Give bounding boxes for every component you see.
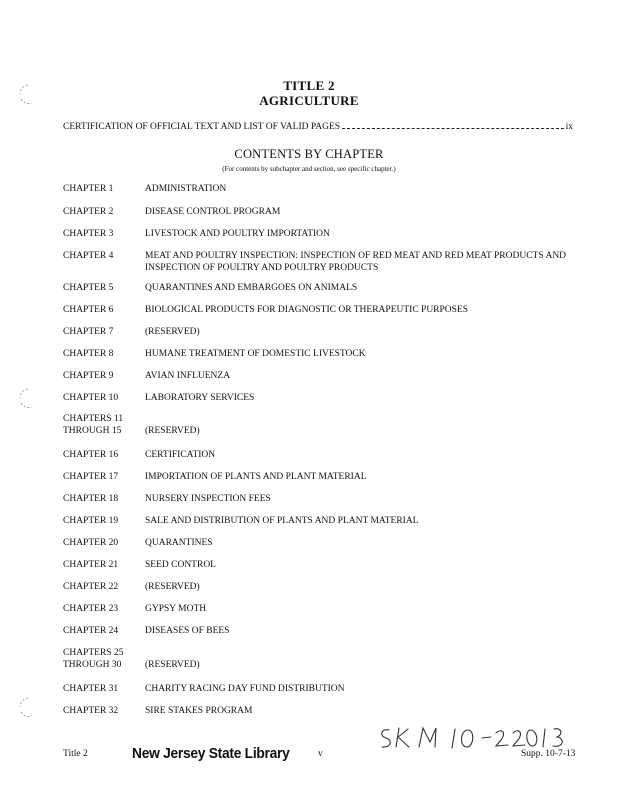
chapter-title: MEAT AND POULTRY INSPECTION: INSPECTION OF RED MEAT AND RED MEAT PRODUCTS AND INSPECTION OF POULTRY AND POULTRY PRODUCTS bbox=[145, 251, 567, 273]
chapter-number: CHAPTER 10 bbox=[63, 393, 119, 403]
chapter-title: DISEASE CONTROL PROGRAM bbox=[145, 207, 281, 217]
chapter-title: LABORATORY SERVICES bbox=[145, 393, 255, 403]
title-block bbox=[0, 78, 618, 108]
chapter-title: QUARANTINES bbox=[145, 538, 213, 548]
chapter-title: BIOLOGICAL PRODUCTS FOR DIAGNOSTIC OR THERAPEUTIC PURPOSES bbox=[145, 305, 469, 315]
certification-page: ix bbox=[565, 122, 573, 132]
dotted-leader bbox=[342, 128, 564, 129]
page-number: v bbox=[318, 749, 323, 759]
chapter-number: CHAPTER 22 bbox=[63, 582, 119, 592]
punch-hole-mark-icon bbox=[14, 695, 40, 719]
chapter-number: CHAPTER 23 bbox=[63, 604, 119, 614]
supplement-date: Supp. 10-7-13 bbox=[521, 749, 576, 759]
chapter-number: CHAPTER 5 bbox=[63, 283, 114, 293]
chapter-number: CHAPTER 9 bbox=[63, 371, 114, 381]
chapter-title: ADMINISTRATION bbox=[145, 184, 227, 194]
chapter-number: CHAPTER 20 bbox=[63, 538, 119, 548]
chapter-number: CHAPTER 21 bbox=[63, 560, 119, 570]
chapter-number: CHAPTER 17 bbox=[63, 472, 119, 482]
chapter-title: HUMANE TREATMENT OF DOMESTIC LIVESTOCK bbox=[145, 349, 366, 359]
certification-label: CERTIFICATION OF OFFICIAL TEXT AND LIST OF VALID PAGES bbox=[63, 122, 341, 132]
chapter-number: CHAPTER 4 bbox=[63, 251, 114, 261]
chapter-number: CHAPTER 19 bbox=[63, 516, 119, 526]
chapter-title: SIRE STAKES PROGRAM bbox=[145, 706, 253, 716]
contents-title: CONTENTS BY CHAPTER bbox=[234, 147, 384, 161]
chapter-title: SALE AND DISTRIBUTION OF PLANTS AND PLANT MATERIAL bbox=[145, 516, 419, 526]
chapter-title: GYPSY MOTH bbox=[145, 604, 207, 614]
chapter-number: CHAPTER 16 bbox=[63, 450, 119, 460]
chapter-title: NURSERY INSPECTION FEES bbox=[145, 494, 271, 504]
chapter-number: CHAPTER 1 bbox=[63, 184, 114, 194]
chapter-title: IMPORTATION OF PLANTS AND PLANT MATERIAL bbox=[145, 472, 367, 482]
chapter-number: CHAPTER 32 bbox=[63, 706, 119, 716]
title-name: AGRICULTURE bbox=[259, 93, 359, 108]
chapter-title: (RESERVED) bbox=[145, 327, 200, 337]
title-number: TITLE 2 bbox=[283, 78, 335, 93]
chapter-number: CHAPTER 18 bbox=[63, 494, 119, 504]
chapter-number: CHAPTERS 25 THROUGH 30 bbox=[63, 648, 124, 670]
chapter-number: CHAPTER 31 bbox=[63, 684, 119, 694]
library-stamp: New Jersey State Library bbox=[132, 745, 290, 762]
chapter-title: CERTIFICATION bbox=[145, 450, 216, 460]
chapter-title: SEED CONTROL bbox=[145, 560, 216, 570]
contents-subtitle: (For contents by subchapter and section, see specific chapter.) bbox=[222, 165, 396, 173]
chapter-number: CHAPTERS 11 THROUGH 15 bbox=[63, 414, 124, 436]
chapter-number: CHAPTER 24 bbox=[63, 626, 119, 636]
chapter-title: (RESERVED) bbox=[145, 582, 200, 592]
chapter-number: CHAPTER 2 bbox=[63, 207, 114, 217]
chapter-title: (RESERVED) bbox=[145, 426, 200, 436]
chapter-number: CHAPTER 6 bbox=[63, 305, 114, 315]
chapter-number: CHAPTER 8 bbox=[63, 349, 114, 359]
chapter-title: DISEASES OF BEES bbox=[145, 626, 230, 636]
punch-hole-mark-icon bbox=[14, 386, 40, 410]
chapter-title: QUARANTINES AND EMBARGOES ON ANIMALS bbox=[145, 283, 358, 293]
chapter-title: LIVESTOCK AND POULTRY IMPORTATION bbox=[145, 229, 330, 239]
chapter-title: AVIAN INFLUENZA bbox=[145, 371, 231, 381]
footer-title: Title 2 bbox=[63, 749, 88, 759]
certification-line bbox=[63, 122, 573, 132]
chapter-number: CHAPTER 7 bbox=[63, 327, 114, 337]
chapter-title: CHARITY RACING DAY FUND DISTRIBUTION bbox=[145, 684, 345, 694]
chapter-number: CHAPTER 3 bbox=[63, 229, 114, 239]
chapter-title: (RESERVED) bbox=[145, 660, 200, 670]
